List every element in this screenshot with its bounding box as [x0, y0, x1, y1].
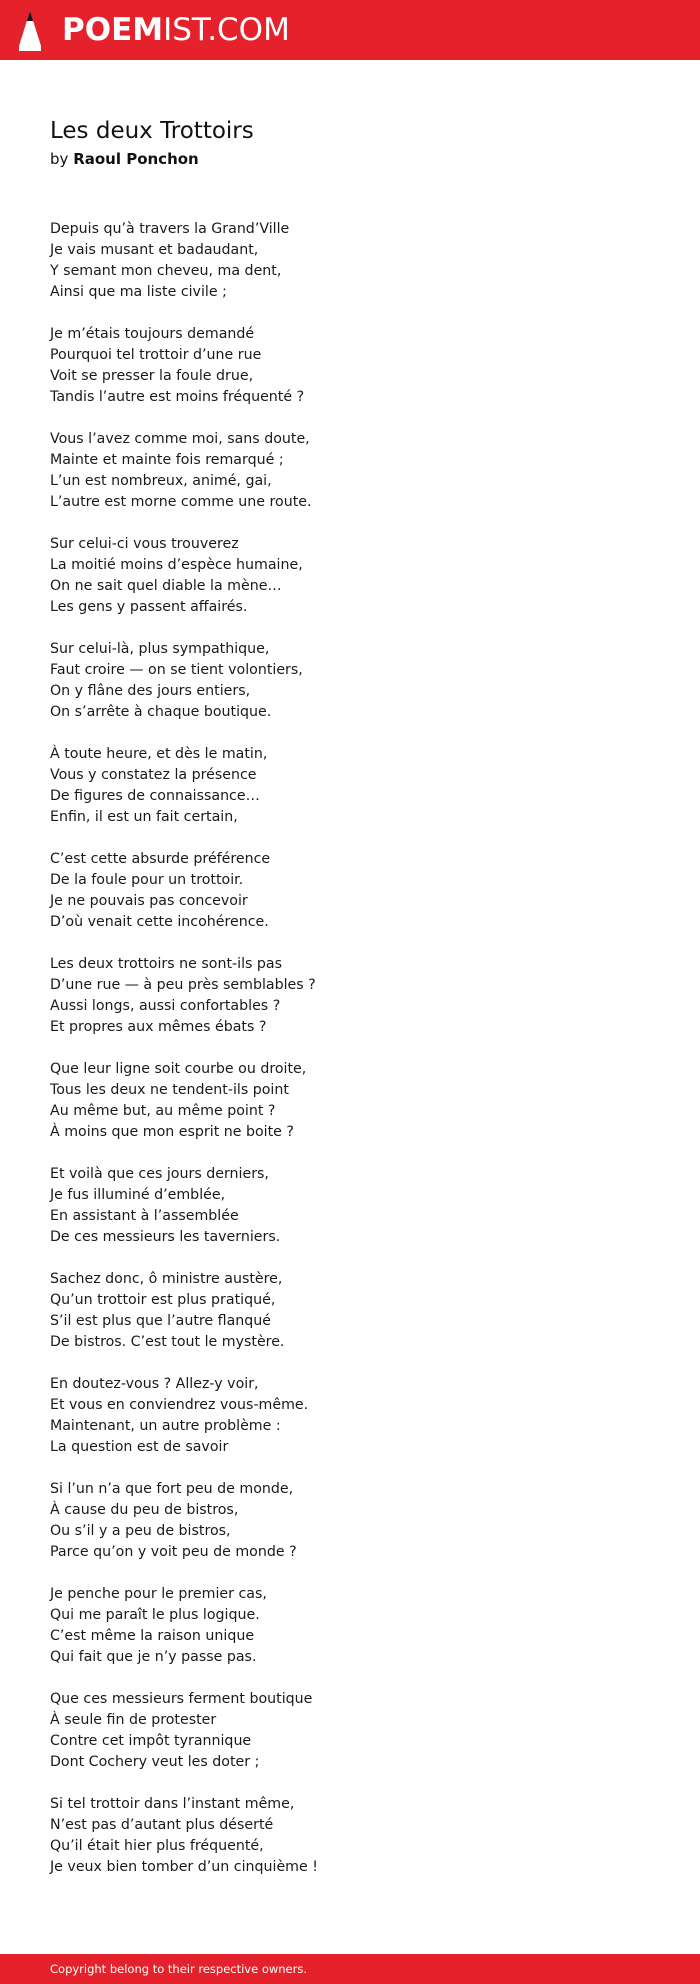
poem-line: Pourquoi tel trottoir d’une rue	[50, 347, 262, 363]
poem-line: Je m’étais toujours demandé	[50, 326, 255, 342]
poem-line: Et vous en conviendrez vous-même.	[50, 1397, 309, 1413]
poem-line: On y flâne des jours entiers,	[50, 683, 251, 699]
poem-heading	[50, 116, 650, 170]
poem-line: De bistros. C’est tout le mystère.	[50, 1334, 285, 1350]
poem-line: Depuis qu’à travers la Grand’Ville	[50, 221, 290, 237]
poem-stanza	[50, 1059, 650, 1143]
poem-line: Enfin, il est un fait certain,	[50, 809, 238, 825]
poem-line: D’une rue — à peu près semblables ?	[50, 977, 316, 993]
poem-stanza	[50, 1794, 650, 1878]
poem-line: Maintenant, un autre problème :	[50, 1418, 281, 1434]
poem-line: Faut croire — on se tient volontiers,	[50, 662, 303, 678]
pencil-tip-icon[interactable]	[18, 10, 42, 52]
poem-line: On s’arrête à chaque boutique.	[50, 704, 272, 720]
poem-line: D’où venait cette incohérence.	[50, 914, 269, 930]
poem-line: Tandis l’autre est moins fréquenté ?	[50, 389, 305, 405]
poem-line: À cause du peu de bistros,	[50, 1502, 239, 1518]
poem-line: À toute heure, et dès le matin,	[50, 746, 268, 762]
poem-line: S’il est plus que l’autre flanqué	[50, 1313, 271, 1329]
poem-line: De la foule pour un trottoir.	[50, 872, 244, 888]
poem-line: Voit se presser la foule drue,	[50, 368, 254, 384]
poem-line: Au même but, au même point ?	[50, 1103, 276, 1119]
poem-line: On ne sait quel diable la mène…	[50, 578, 282, 594]
poem-line: Y semant mon cheveu, ma dent,	[50, 263, 282, 279]
poem-stanza	[50, 1374, 650, 1458]
poem-author: Raoul Ponchon	[73, 150, 199, 168]
poem-stanza	[50, 1269, 650, 1353]
poem-line: Qu’il était hier plus fréquenté,	[50, 1838, 264, 1854]
poem-stanza	[50, 1479, 650, 1563]
site-header	[0, 0, 700, 60]
poem-line: En assistant à l’assemblée	[50, 1208, 239, 1224]
poem-line: Sur celui-ci vous trouverez	[50, 536, 239, 552]
poem-line: Si l’un n’a que fort peu de monde,	[50, 1481, 294, 1497]
poem-line: Que ces messieurs ferment boutique	[50, 1691, 313, 1707]
poem-line: L’un est nombreux, animé, gai,	[50, 473, 272, 489]
poem-line: Vous l’avez comme moi, sans doute,	[50, 431, 310, 447]
poem-line: Qui fait que je n’y passe pas.	[50, 1649, 257, 1665]
poem-line: De figures de connaissance…	[50, 788, 260, 804]
poem-stanza	[50, 534, 650, 618]
poem-line: Et voilà que ces jours derniers,	[50, 1166, 269, 1182]
poem-line: N’est pas d’autant plus déserté	[50, 1817, 274, 1833]
poem-line: Je fus illuminé d’emblée,	[50, 1187, 226, 1203]
poem-line: Vous y constatez la présence	[50, 767, 257, 783]
poem-line: Je veux bien tomber d’un cinquième !	[50, 1859, 318, 1875]
logo-bold-part: POEM	[62, 12, 164, 48]
poem-body	[50, 219, 650, 1899]
poem-line: Que leur ligne soit courbe ou droite,	[50, 1061, 307, 1077]
poem-stanza	[50, 849, 650, 933]
poem-title: Les deux Trottoirs	[50, 118, 254, 144]
poem-stanza	[50, 324, 650, 408]
poem-line: Aussi longs, aussi confortables ?	[50, 998, 281, 1014]
poem-stanza	[50, 1164, 650, 1248]
poem-line: Ou s’il y a peu de bistros,	[50, 1523, 231, 1539]
poem-stanza	[50, 954, 650, 1038]
poem-line: Et propres aux mêmes ébats ?	[50, 1019, 267, 1035]
poem-byline	[50, 148, 650, 170]
poem-line: Contre cet impôt tyrannique	[50, 1733, 252, 1749]
poem-line: Les deux trottoirs ne sont-ils pas	[50, 956, 283, 972]
poem-line: Mainte et mainte fois remarqué ;	[50, 452, 284, 468]
poem-line: À moins que mon esprit ne boite ?	[50, 1124, 294, 1140]
poem-line: La question est de savoir	[50, 1439, 229, 1455]
poem-line: L’autre est morne comme une route.	[50, 494, 312, 510]
poem-line: Parce qu’on y voit peu de monde ?	[50, 1544, 297, 1560]
poem-line: Tous les deux ne tendent-ils point	[50, 1082, 289, 1098]
poem-line: Qui me paraît le plus logique.	[50, 1607, 260, 1623]
poem-line: Dont Cochery veut les doter ;	[50, 1754, 260, 1770]
poem-line: Si tel trottoir dans l’instant même,	[50, 1796, 295, 1812]
poem-line: C’est cette absurde préférence	[50, 851, 271, 867]
poem-line: La moitié moins d’espèce humaine,	[50, 557, 303, 573]
poem-line: Je penche pour le premier cas,	[50, 1586, 267, 1602]
poem-line: Qu’un trottoir est plus pratiqué,	[50, 1292, 276, 1308]
by-label: by	[50, 150, 69, 168]
poem-line: En doutez-vous ? Allez-y voir,	[50, 1376, 259, 1392]
poem-stanza	[50, 1689, 650, 1773]
site-footer	[0, 1954, 700, 1984]
poem-line: Sur celui-là, plus sympathique,	[50, 641, 270, 657]
poem-line: Les gens y passent affairés.	[50, 599, 248, 615]
poem-stanza	[50, 429, 650, 513]
poem-stanza	[50, 1584, 650, 1668]
poem-line: Ainsi que ma liste civile ;	[50, 284, 227, 300]
poem-line: Je ne pouvais pas concevoir	[50, 893, 248, 909]
poem-line: À seule fin de protester	[50, 1712, 217, 1728]
poem-line: Sachez donc, ô ministre austère,	[50, 1271, 283, 1287]
poem-stanza	[50, 744, 650, 828]
poem-line: Je vais musant et badaudant,	[50, 242, 259, 258]
logo-light-part: IST.COM	[163, 12, 290, 48]
poem-stanza	[50, 219, 650, 303]
poem-line: De ces messieurs les taverniers.	[50, 1229, 281, 1245]
site-logo[interactable]	[62, 11, 290, 49]
footer-copyright: Copyright belong to their respective owners.	[50, 1962, 308, 1976]
poem-stanza	[50, 639, 650, 723]
poem-line: C’est même la raison unique	[50, 1628, 255, 1644]
